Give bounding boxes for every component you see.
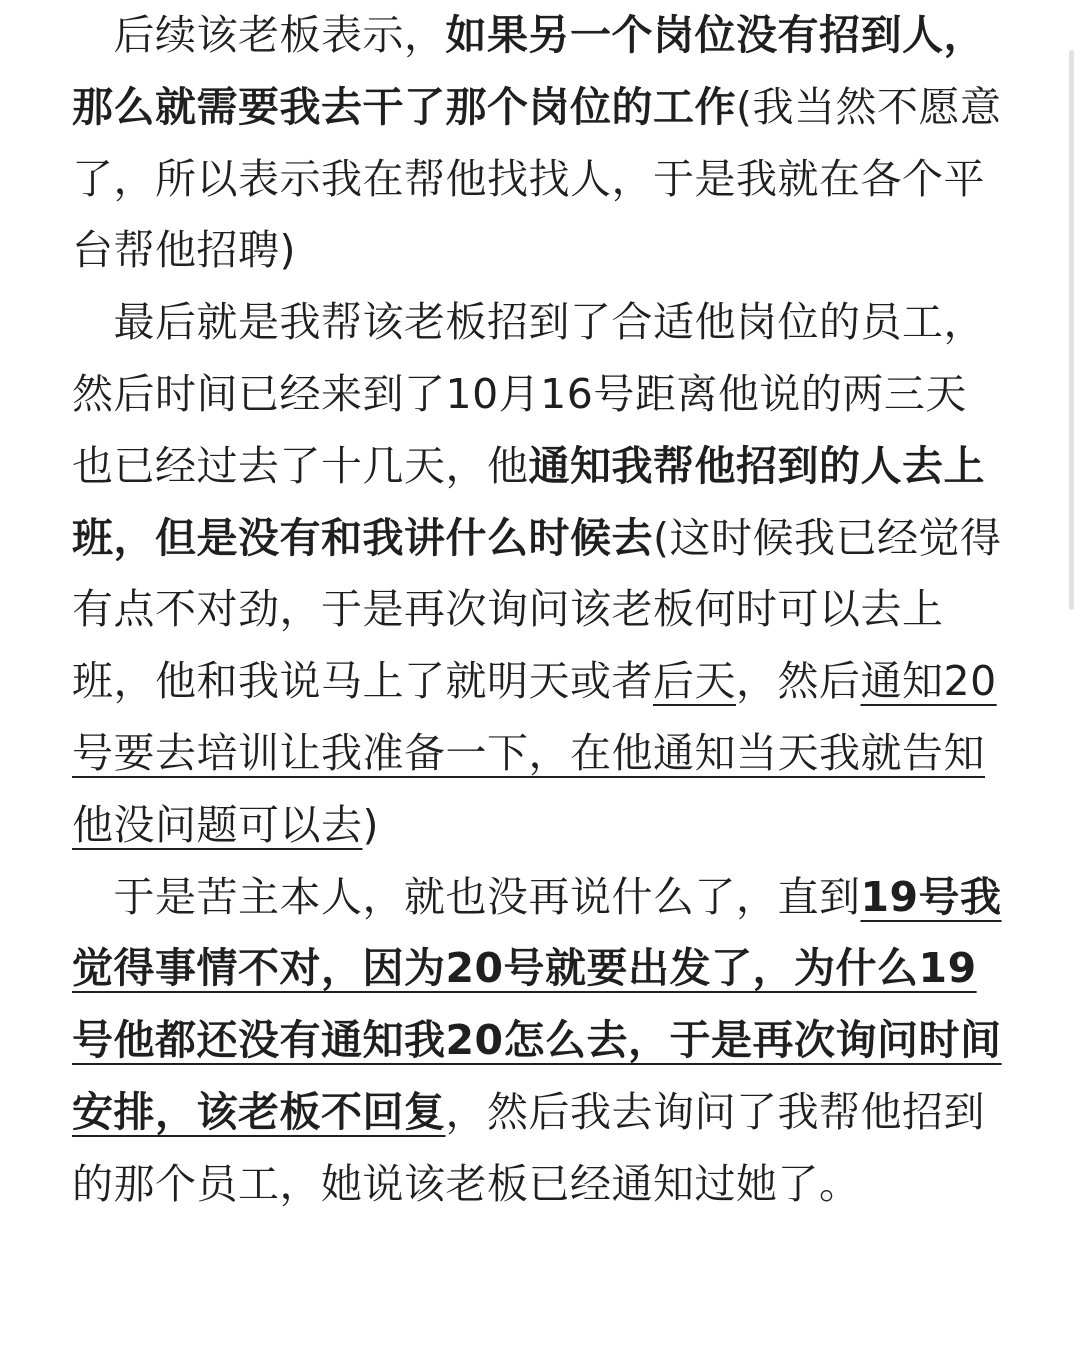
- paragraph-1-aside: (我当然不愿意了，所以表示我在帮他找找人，于是我就在各个平台帮他招聘): [72, 82, 1002, 275]
- paragraph-3: [72, 862, 1002, 1221]
- paragraph-2-text-2: ，然后: [736, 657, 861, 706]
- paragraph-3-text-2: ，然后我去询问了我帮他招到的那个员工，她说该老板已经通知过她了。: [72, 1087, 985, 1208]
- paragraph-2-underlined-text: 通知20号要去培训让我准备一下，在他通知当天我就告知他没问题可以去: [72, 657, 997, 849]
- paragraph-2: [72, 287, 1002, 861]
- paragraph-2-close-paren: ): [362, 800, 379, 849]
- paragraph-1: [72, 0, 1002, 287]
- paragraph-2-aside: (这时候我已经觉得有点不对劲，于是再次询问该老板何时可以去上班，他和我说马上了就明天或者: [72, 513, 1002, 706]
- article-body: [72, 0, 1002, 1221]
- paragraph-1-bold-text: 如果另一个岗位没有招到人，那么就需要我去干了那个岗位的工作: [72, 11, 985, 131]
- scrollbar[interactable]: [1069, 50, 1074, 610]
- paragraph-3-text: 于是苦主本人，就也没再说什么了，直到: [72, 872, 861, 921]
- paragraph-2-text: 最后就是我帮该老板招到了合适他岗位的员工，然后时间已经来到了10月16号距离他说的两三天也已经过去了十几天，他: [72, 298, 985, 490]
- paragraph-2-bold-text: 通知我帮他招到的人去上班，但是没有和我讲什么时候去: [72, 441, 985, 562]
- paragraph-2-underlined-word: 后天: [653, 657, 736, 706]
- paragraph-3-bold-underlined-text: 19号我觉得事情不对，因为20号就要出发了，为什么19号他都还没有通知我20怎么去，于是再次询问时间安排，该老板不回复: [72, 872, 1002, 1136]
- paragraph-1-text: 后续该老板表示，: [72, 11, 446, 59]
